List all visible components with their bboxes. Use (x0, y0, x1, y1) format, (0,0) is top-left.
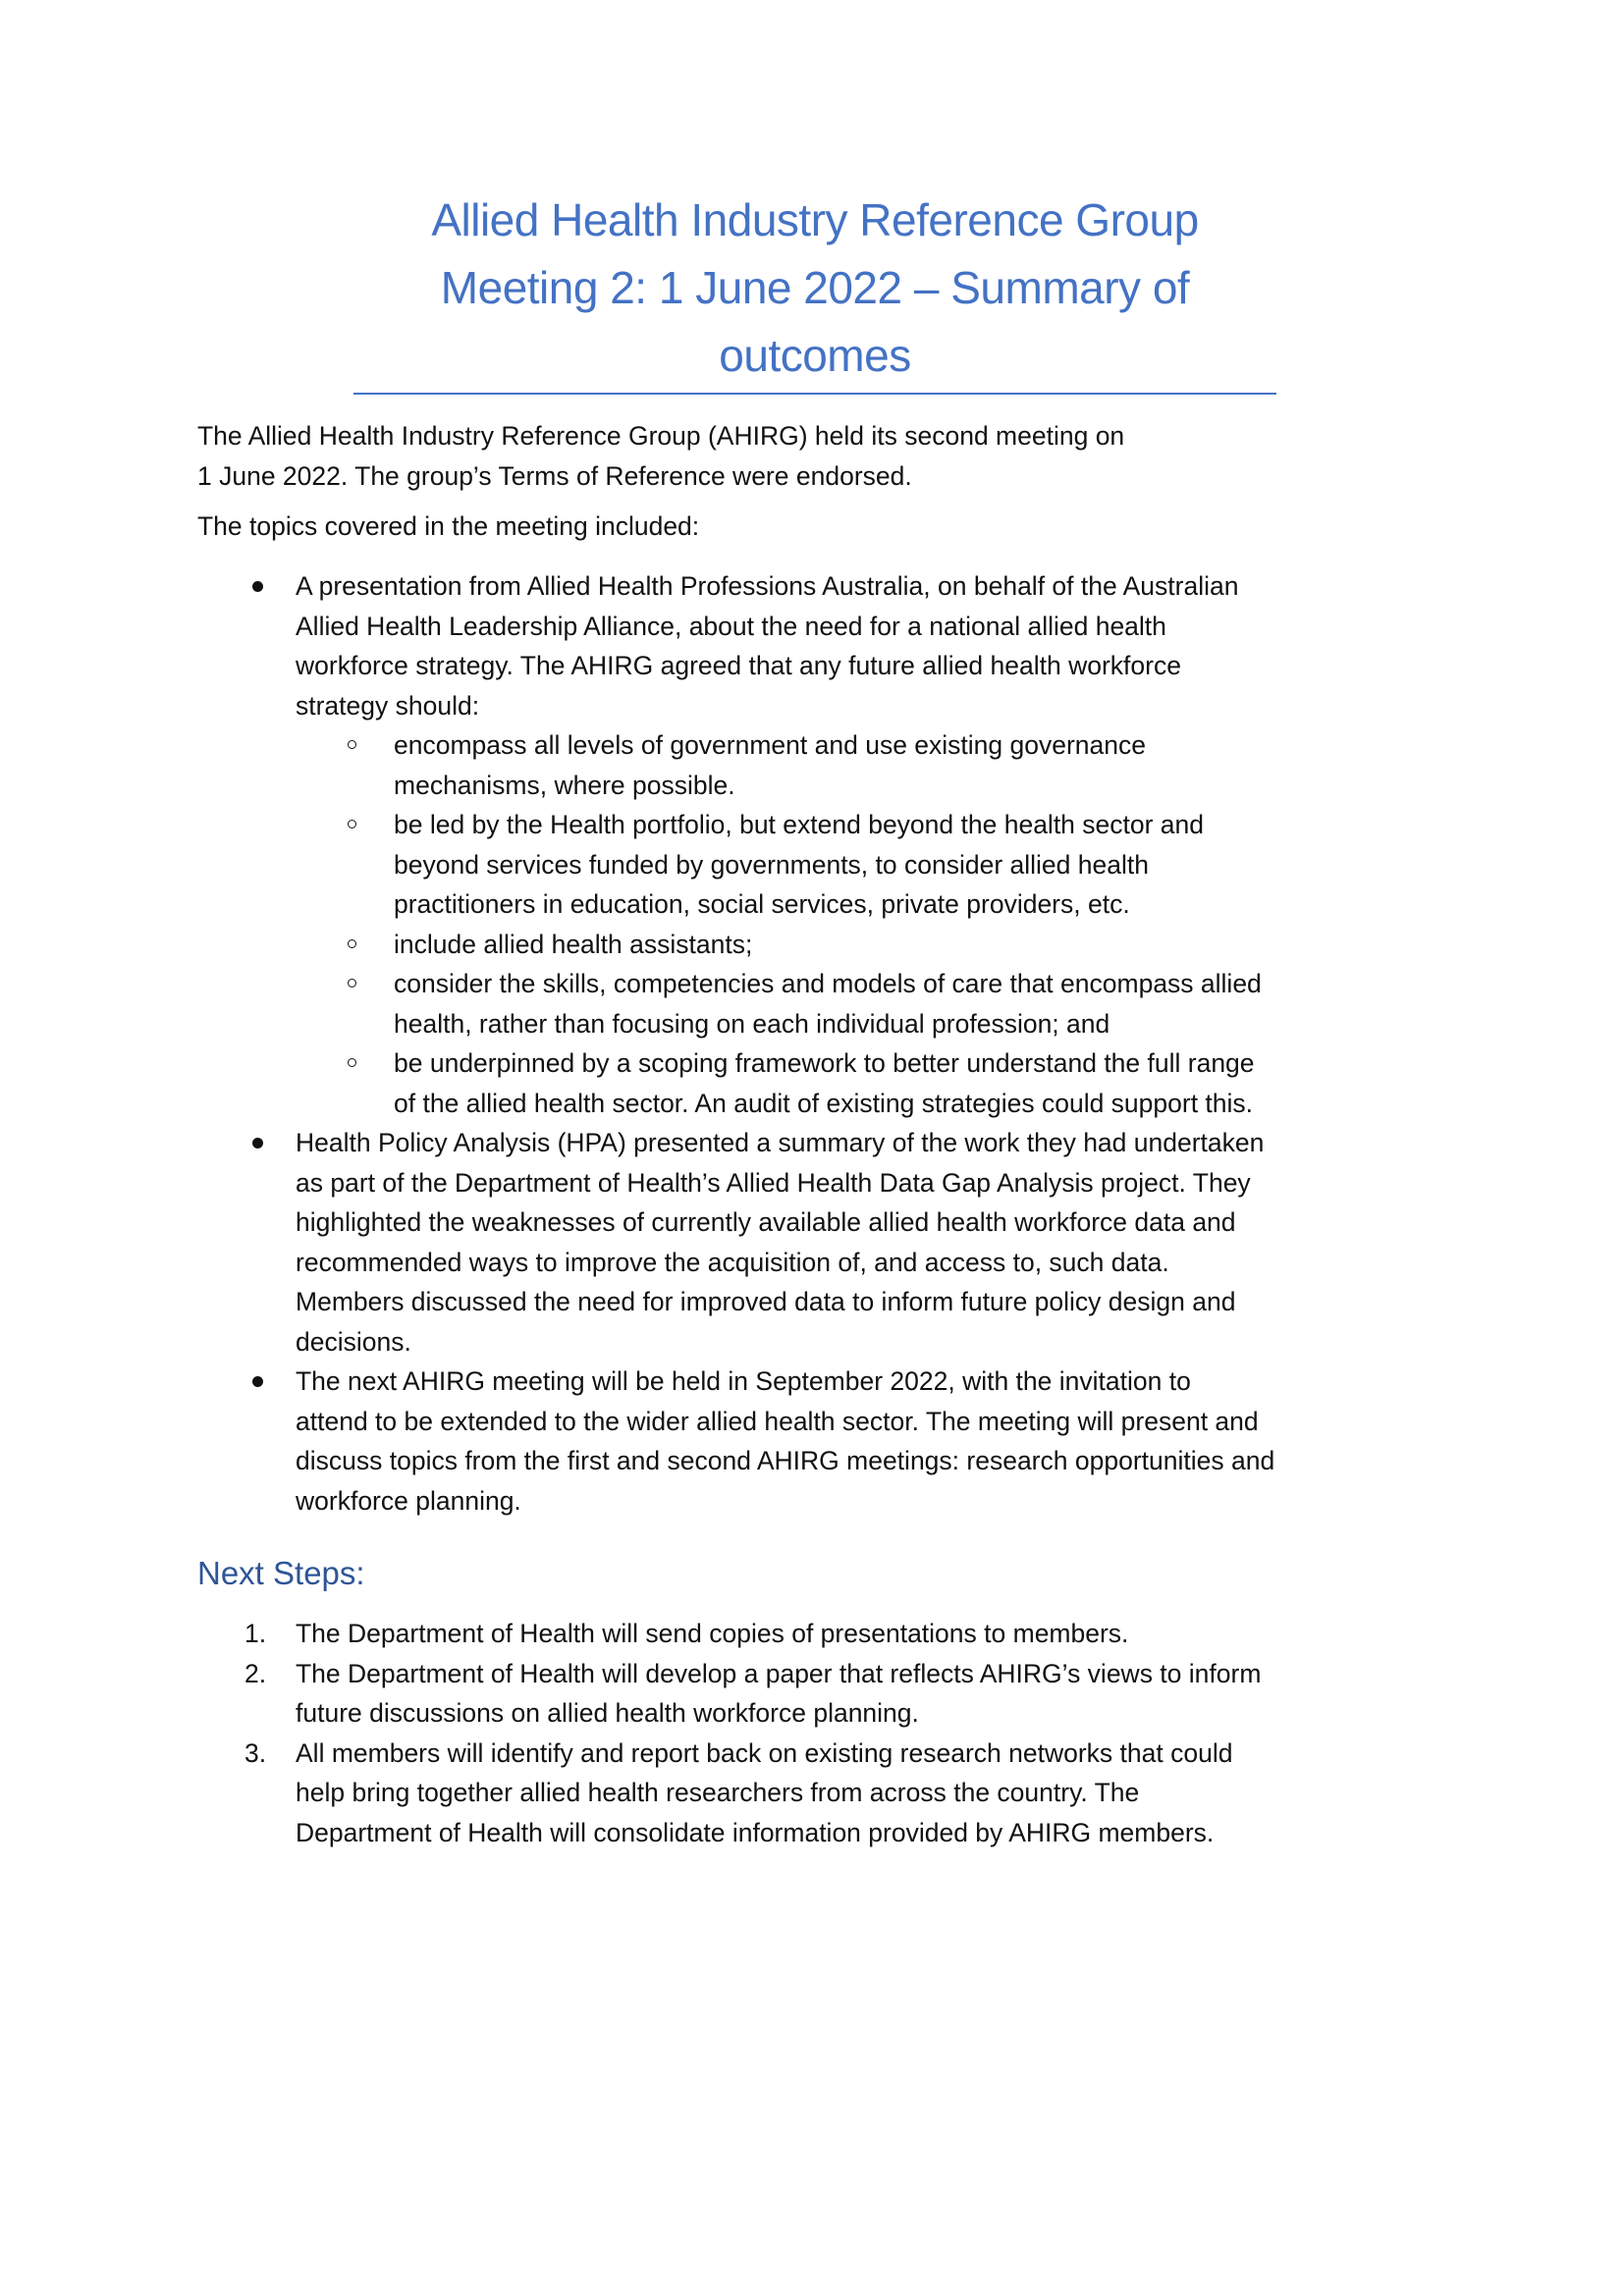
step-number: 2. (244, 1658, 267, 1688)
next-steps-heading: Next Steps: (197, 1555, 365, 1591)
intro-paragraph (197, 416, 1444, 496)
title-underline (353, 393, 1276, 395)
intro-line-2: 1 June 2022. The group’s Terms of Reference were endorsed. (197, 460, 912, 491)
topic-item-hpa: Health Policy Analysis (HPA) presented a summary of the work they had undertaken as part of the Department of Health’s Allied Health Data Gap Analysis project. They highlighted the weaknesses of currently available allied health workforce data and recommended ways to improve the acquisition of, and access to, such data. Members discussed the need for improved data to inform future policy design and decisions. (197, 1123, 1444, 1362)
hollow-bullet-icon (348, 979, 356, 988)
subitem-health-portfolio: be led by the Health portfolio, but extend beyond the health sector and beyond services funded by governments, to consider allied health practitioners in education, social services, private providers, etc. (296, 805, 1444, 925)
step-number: 3. (244, 1737, 267, 1768)
topics-list (197, 566, 1444, 1521)
hollow-bullet-icon (348, 939, 356, 948)
hollow-bullet-icon (348, 1058, 356, 1067)
topics-lead-paragraph: The topics covered in the meeting included: (197, 511, 700, 541)
document-title (353, 187, 1276, 390)
strategy-subitems-list (296, 725, 1444, 1123)
subitem-skills-competencies: consider the skills, competencies and models of care that encompass allied health, rather than focusing on each individual profession; and (296, 964, 1444, 1043)
bullet-icon (252, 1376, 263, 1387)
title-line-1: Allied Health Industry Reference Group (431, 194, 1199, 245)
intro-line-1: The Allied Health Industry Reference Group (AHIRG) held its second meeting on (197, 421, 1125, 451)
next-steps-list (197, 1614, 1444, 1852)
subitem-assistants: include allied health assistants; (296, 925, 1444, 965)
topic-item-presentation: A presentation from Allied Health Professions Australia, on behalf of the Australian Allied Health Leadership Alliance, about the need for a national allied health workforce strategy. The AHIRG agreed that any future allied health workforce strategy should: encompass all levels of government and use existing governance mechanisms, where possible. be led by the Health portfolio, but extend beyond the health sector and beyond services funded by governments, to consider allied health practitioners in education, social services, private providers, etc. include allied health assistants; consider the skills, competencies and models of care that encompass allied health, rather than focusing on each individual profession; and be underpinned by a scoping framework to better understand the full range of the allied health sector. An audit of existing strategies could support this. (197, 566, 1444, 1123)
title-line-3: outcomes (719, 330, 911, 381)
bullet-icon (252, 581, 263, 592)
bullet-icon (252, 1138, 263, 1148)
hollow-bullet-icon (348, 740, 356, 749)
title-line-2: Meeting 2: 1 June 2022 – Summary of (440, 262, 1190, 313)
step-number: 1. (244, 1619, 267, 1648)
hollow-bullet-icon (348, 820, 356, 828)
next-step-item: 2. The Department of Health will develop a paper that reflects AHIRG’s views to inform future discussions on allied health workforce planning. (197, 1654, 1444, 1734)
next-step-item: 3. All members will identify and report back on existing research networks that could help bring together allied health researchers from across the country. The Department of Health will consolidate information provided by AHIRG members. (197, 1734, 1444, 1853)
next-step-item: 1. The Department of Health will send copies of presentations to members. (197, 1614, 1444, 1654)
subitem-scoping-framework: be underpinned by a scoping framework to better understand the full range of the allied health sector. An audit of existing strategies could support this. (296, 1043, 1444, 1123)
topic-item-next-meeting: The next AHIRG meeting will be held in September 2022, with the invitation to attend to be extended to the wider allied health sector. The meeting will present and discuss topics from the first and second AHIRG meetings: research opportunities and workforce planning. (197, 1362, 1444, 1521)
subitem-encompass-government: encompass all levels of government and use existing governance mechanisms, where possible. (296, 725, 1444, 805)
